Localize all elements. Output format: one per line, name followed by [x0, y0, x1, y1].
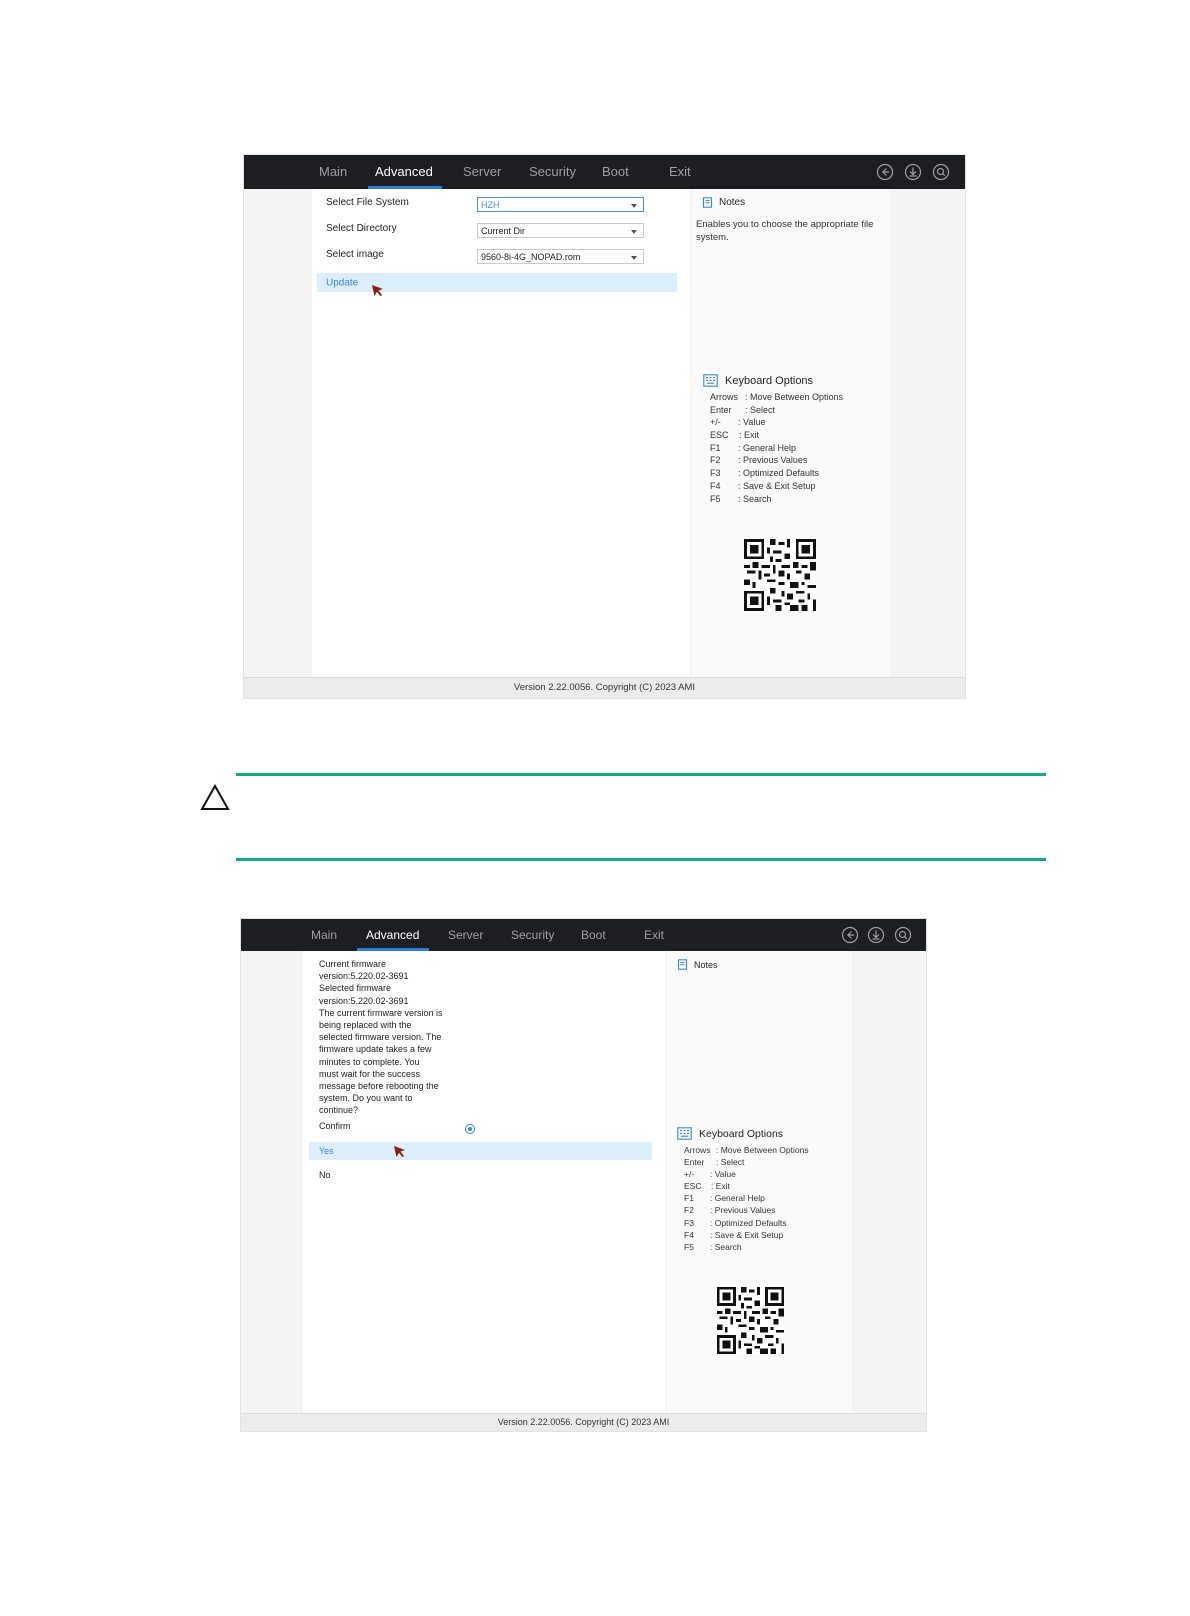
keyboard-options-heading: [703, 374, 813, 387]
top-menu-bar: [241, 919, 926, 951]
chevron-down-icon: [631, 204, 637, 208]
bios-screenshot-2: [240, 918, 927, 1432]
image-label: Select image: [326, 249, 384, 260]
key-name: F5: [684, 1241, 694, 1252]
firmware-line: Selected firmware: [319, 983, 392, 994]
key-name: F3: [684, 1217, 694, 1228]
tab-boot[interactable]: Boot: [581, 928, 606, 942]
back-icon[interactable]: [876, 163, 894, 181]
tab-security[interactable]: Security: [511, 928, 555, 942]
footer-bar: [244, 677, 965, 698]
key-name: F2: [710, 455, 721, 466]
search-icon[interactable]: [932, 163, 950, 181]
list-item: [710, 481, 885, 494]
tab-main[interactable]: Main: [319, 164, 348, 179]
firmware-line: version:5.220.02-3691: [319, 971, 409, 982]
tab-security[interactable]: Security: [529, 164, 576, 179]
keyboard-options-title: Keyboard Options: [725, 374, 814, 387]
tab-advanced[interactable]: Advanced: [375, 164, 433, 179]
key-description: : Exit: [739, 430, 760, 441]
key-name: ESC: [710, 430, 729, 441]
key-description: : General Help: [738, 442, 797, 453]
key-name: Arrows: [710, 392, 739, 402]
list-item: [710, 443, 885, 456]
keyboard-options-list: [710, 392, 885, 506]
list-item: [710, 392, 885, 405]
update-label: Update: [326, 277, 359, 288]
file-system-value: HZH: [481, 200, 500, 210]
confirm-radio[interactable]: [465, 1124, 475, 1134]
firmware-line: being replaced with the: [319, 1020, 412, 1031]
list-item: [684, 1145, 849, 1157]
key-description: : Search: [738, 493, 772, 504]
tab-server[interactable]: Server: [448, 928, 484, 942]
list-item: [684, 1169, 849, 1181]
settings-pane: [303, 951, 665, 1413]
tab-advanced[interactable]: Advanced: [366, 928, 420, 942]
list-item: [684, 1181, 849, 1193]
keyboard-options-heading: [677, 1127, 783, 1140]
key-name: F1: [710, 442, 721, 453]
notes-heading: [702, 197, 745, 208]
key-description: : Previous Values: [710, 1205, 776, 1216]
key-description: : Value: [738, 417, 766, 428]
key-name: F4: [710, 480, 721, 491]
list-item: [684, 1157, 849, 1169]
yes-label: Yes: [319, 1146, 334, 1156]
directory-label: Select Directory: [326, 223, 397, 234]
key-name: +/-: [710, 417, 721, 428]
version-text: Version 2.22.0056. Copyright (C) 2023 AMI: [513, 682, 696, 693]
firmware-line: minutes to complete. You: [319, 1056, 420, 1067]
list-item: [710, 455, 885, 468]
key-description: : Move Between Options: [716, 1145, 809, 1155]
key-description: : Previous Values: [738, 455, 808, 466]
key-description: : Select: [745, 404, 776, 415]
list-item: [710, 494, 885, 507]
tab-exit[interactable]: Exit: [644, 928, 665, 942]
key-name: +/-: [684, 1169, 695, 1180]
list-item: [684, 1193, 849, 1205]
list-item: [710, 405, 885, 418]
key-description: : General Help: [710, 1193, 765, 1204]
tab-main[interactable]: Main: [311, 928, 338, 942]
divider-bottom: [236, 858, 1046, 861]
yes-option[interactable]: [309, 1142, 652, 1160]
notes-text: Enables you to choose the appropriate file system.: [696, 219, 874, 243]
download-icon[interactable]: [904, 163, 922, 181]
search-icon[interactable]: [894, 926, 912, 944]
directory-value: Current Dir: [481, 226, 526, 236]
key-name: Enter: [710, 404, 732, 415]
divider-top: [236, 773, 1046, 776]
firmware-line: firmware update takes a few: [319, 1044, 432, 1055]
keyboard-options-list: [684, 1145, 849, 1254]
version-text: Version 2.22.0056. Copyright (C) 2023 AMI: [497, 1417, 670, 1427]
firmware-line: selected firmware version. The: [319, 1032, 442, 1043]
bios-screenshot-1: [243, 154, 966, 699]
qr-code[interactable]: [717, 1287, 784, 1354]
tab-exit[interactable]: Exit: [669, 164, 691, 179]
firmware-line: system. Do you want to: [319, 1093, 413, 1104]
mouse-cursor-icon: [371, 284, 385, 298]
key-name: ESC: [684, 1181, 702, 1192]
qr-code-icon: [717, 1287, 784, 1354]
list-item: [684, 1205, 849, 1217]
key-description: : Optimized Defaults: [738, 468, 820, 479]
firmware-line: continue?: [319, 1105, 359, 1116]
help-pane: [667, 951, 852, 1413]
firmware-line: message before rebooting the: [319, 1081, 439, 1092]
settings-pane: [312, 189, 690, 677]
tab-server[interactable]: Server: [463, 164, 502, 179]
list-item: [710, 417, 885, 430]
key-description: : Exit: [711, 1181, 730, 1192]
key-description: : Save & Exit Setup: [710, 1229, 784, 1240]
firmware-line: The current firmware version is: [319, 1007, 443, 1018]
key-description: : Select: [716, 1157, 745, 1168]
key-description: : Value: [710, 1169, 736, 1180]
keyboard-options-title: Keyboard Options: [699, 1127, 784, 1140]
qr-code-icon: [744, 539, 816, 611]
list-item: [710, 430, 885, 443]
confirm-label: Confirm: [319, 1121, 351, 1131]
download-icon[interactable]: [867, 926, 885, 944]
firmware-line: version:5.220.02-3691: [319, 995, 409, 1006]
notes-title: Notes: [719, 197, 746, 208]
firmware-message: [319, 958, 469, 1117]
key-name: F5: [710, 493, 721, 504]
image-value: 9560-8i-4G_NOPAD.rom: [481, 252, 581, 262]
chevron-down-icon: [631, 256, 637, 260]
list-item: [684, 1242, 849, 1254]
list-item: [710, 468, 885, 481]
firmware-line: Current firmware: [319, 959, 387, 969]
help-pane: [692, 189, 890, 677]
key-name: F3: [710, 468, 721, 479]
notes-icon: [702, 197, 713, 208]
key-name: F1: [684, 1193, 694, 1204]
footer-bar: [241, 1413, 926, 1431]
chevron-down-icon: [631, 230, 637, 234]
caution-icon: [200, 784, 230, 812]
key-name: Enter: [684, 1157, 705, 1168]
keyboard-icon: [703, 374, 718, 387]
notes-title: Notes: [694, 959, 718, 970]
key-description: : Search: [710, 1241, 742, 1252]
no-option[interactable]: No: [319, 1170, 331, 1180]
list-item: [684, 1218, 849, 1230]
top-menu-bar: [244, 155, 965, 189]
tab-boot[interactable]: Boot: [602, 164, 629, 179]
list-item: [684, 1230, 849, 1242]
directory-dropdown[interactable]: [477, 223, 644, 238]
key-name: F4: [684, 1229, 694, 1240]
key-description: : Move Between Options: [745, 392, 844, 402]
key-description: : Save & Exit Setup: [738, 480, 816, 491]
keyboard-icon: [677, 1127, 692, 1140]
file-system-label: Select File System: [326, 197, 409, 208]
key-name: Arrows: [684, 1145, 711, 1155]
back-icon[interactable]: [841, 926, 859, 944]
mouse-cursor-icon: [393, 1145, 407, 1159]
file-system-dropdown[interactable]: [477, 197, 644, 212]
qr-code[interactable]: [744, 539, 816, 611]
image-dropdown[interactable]: [477, 249, 644, 264]
key-name: F2: [684, 1205, 694, 1216]
key-description: : Optimized Defaults: [710, 1217, 787, 1228]
firmware-line: must wait for the success: [319, 1068, 421, 1079]
notes-heading: [677, 959, 718, 970]
notes-icon: [677, 959, 688, 970]
